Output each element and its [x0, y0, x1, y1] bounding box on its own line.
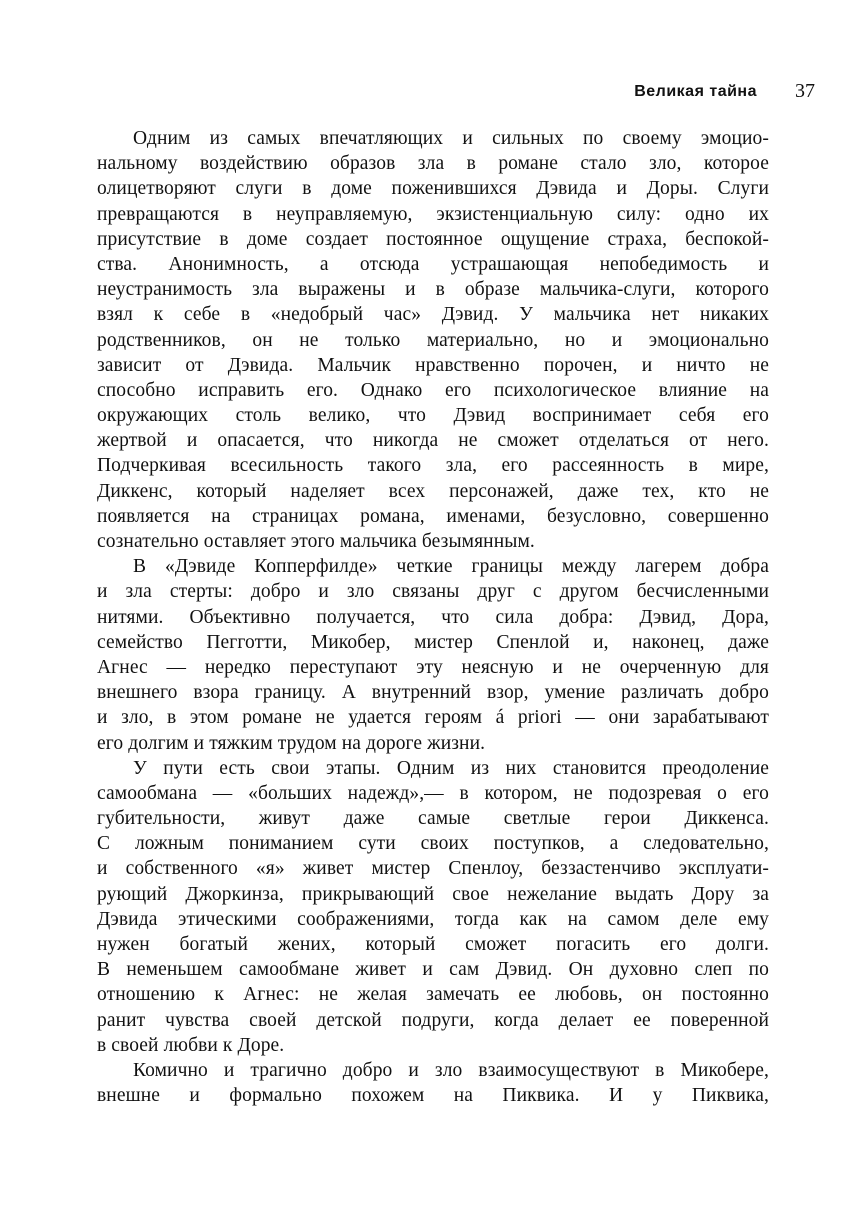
text-line: Одним из самых впечатляющих и сильных по своему эмоцио-	[133, 128, 769, 149]
running-title: Великая тайна	[634, 83, 757, 100]
paragraph-2	[97, 554, 769, 756]
paragraph-1	[97, 126, 769, 554]
text-line: самообмана — «больших надежд»,— в котором, не подозревая о его	[97, 782, 769, 804]
text-line: В «Дэвиде Копперфилде» четкие границы между лагерем добра	[133, 556, 769, 578]
text-line: окружающих столь велико, что Дэвид воспринимает себя его	[97, 405, 769, 427]
text-line: рующий Джоркинза, прикрывающий свое нежелание выдать Дору за	[97, 883, 769, 905]
text-line: нужен богатый жених, который сможет погасить его долги.	[97, 934, 769, 955]
paragraph-4	[97, 1058, 769, 1108]
text-line: внешне и формально похожем на Пиквика. И у Пиквика,	[97, 1085, 769, 1107]
text-line: губительности, живут даже самые светлые герои Диккенса.	[97, 808, 769, 830]
text-line: сознательно оставляет этого мальчика безымянным.	[97, 531, 535, 552]
text-line: нальному воздействию образов зла в романе стало зло, которое	[97, 153, 769, 175]
text-line: способно исправить его. Однако его психологическое влияние на	[97, 379, 769, 401]
text-line: взял к себе в «недобрый час» Дэвид. У мальчика нет никаких	[97, 304, 769, 326]
text-line: и собственного «я» живет мистер Спенлоу, беззастенчиво эксплуати-	[97, 858, 769, 880]
text-line: Комично и трагично добро и зло взаимосуществуют в Микобере,	[133, 1059, 769, 1081]
text-line: внешнего взора границу. А внутренний взор, умение различать добро	[97, 682, 769, 704]
text-line: отношению к Агнес: не желая замечать ее любовь, он постоянно	[97, 984, 769, 1006]
paragraph-3	[97, 756, 769, 1058]
running-header	[97, 82, 815, 106]
text-line: присутствие в доме создает постоянное ощущение страха, беспокой-	[97, 228, 769, 250]
text-line: зависит от Дэвида. Мальчик нравственно порочен, и ничто не	[97, 354, 769, 376]
text-line: неустранимость зла выражены и в образе мальчика-слуги, которого	[97, 279, 769, 301]
text-line: его долгим и тяжким трудом на дороге жизни.	[97, 732, 486, 754]
text-line: превращаются в неуправляемую, экзистенциальную силу: одно их	[97, 203, 769, 225]
text-line: В неменьшем самообмане живет и сам Дэвид. Он духовно слеп по	[97, 959, 769, 981]
text-body	[97, 126, 769, 1108]
text-line: жертвой и опасается, что никогда не сможет отделаться от него.	[97, 430, 769, 452]
text-line: семейство Пегготти, Микобер, мистер Спенлой и, наконец, даже	[97, 631, 769, 653]
text-line: Агнес — нередко переступают эту неясную и не очерченную для	[97, 656, 769, 678]
text-line: Подчеркивая всесильность такого зла, его рассеянность в мире,	[97, 455, 769, 477]
text-line: нитями. Объективно получается, что сила добра: Дэвид, Дора,	[97, 606, 769, 628]
page-number: 37	[795, 80, 815, 102]
text-line: олицетворяют слуги в доме поженившихся Дэвида и Доры. Слуги	[97, 178, 769, 200]
text-line: ранит чувства своей детской подруги, когда делает ее поверенной	[97, 1009, 769, 1031]
text-line: родственников, он не только материально, но и эмоционально	[97, 329, 769, 351]
text-line: и зло, в этом романе не удается героям á priori — они зарабатывают	[97, 707, 769, 729]
text-line: и зла стерты: добро и зло связаны друг с другом бесчисленными	[97, 581, 769, 603]
text-line: С ложным пониманием сути своих поступков, а следовательно,	[97, 833, 769, 855]
text-line: Дэвида этическими соображениями, тогда как на самом деле ему	[97, 908, 769, 930]
text-line: в своей любви к Доре.	[97, 1034, 285, 1056]
text-line: Диккенс, который наделяет всех персонажей, даже тех, кто не	[97, 480, 769, 502]
text-line: появляется на страницах романа, именами, безусловно, совершенно	[97, 505, 769, 527]
text-line: ства. Анонимность, а отсюда устрашающая непобедимость и	[97, 253, 769, 275]
text-line: У пути есть свои этапы. Одним из них становится преодоление	[133, 757, 769, 779]
